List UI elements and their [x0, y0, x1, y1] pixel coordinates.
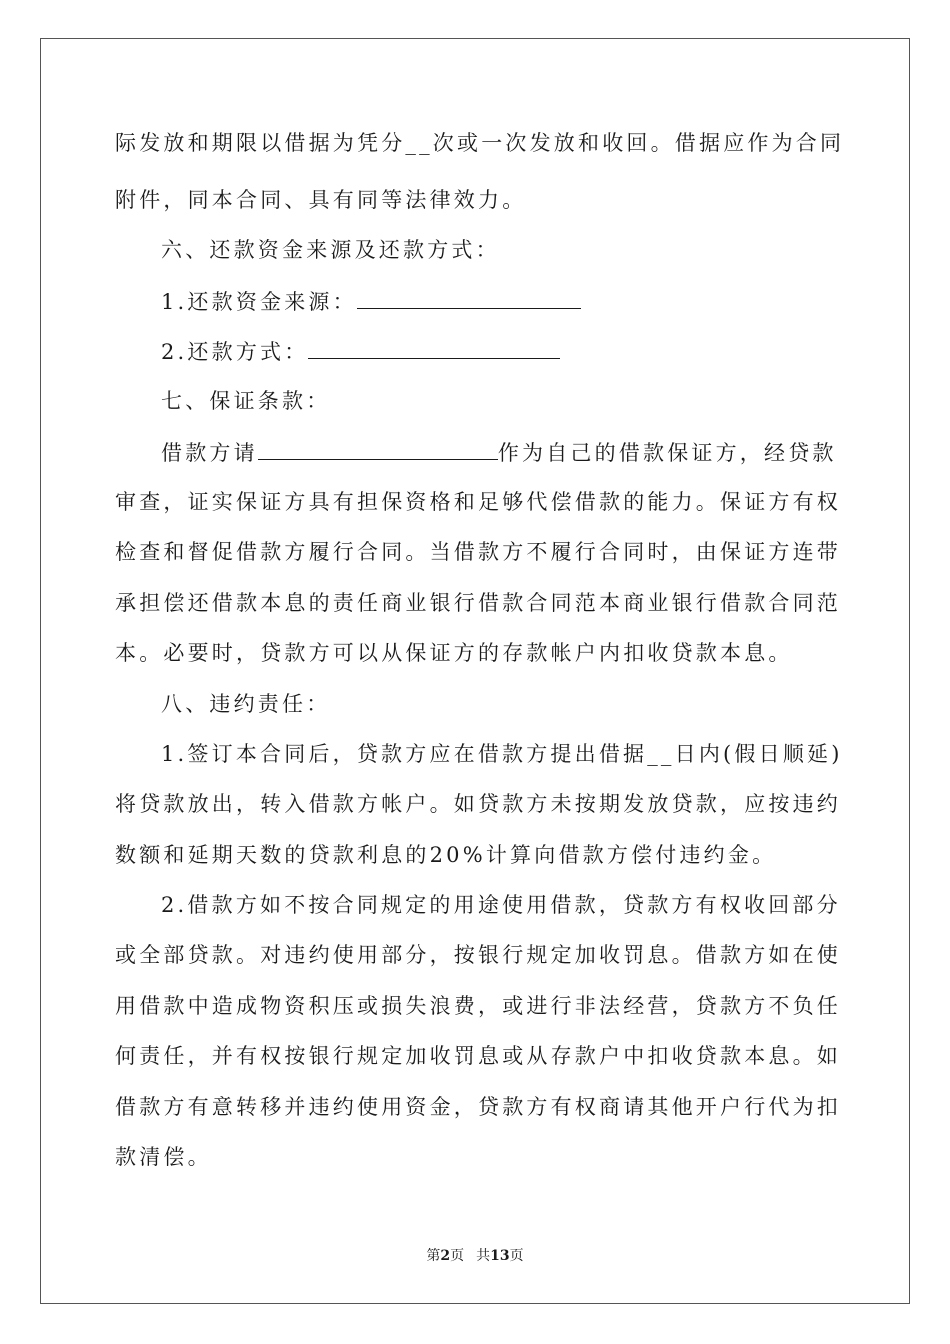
field-label: 2.还款方式： — [161, 340, 309, 364]
total-pages: 13 — [490, 1248, 510, 1264]
text-line: 款清偿。 — [115, 1145, 212, 1169]
form-field-line — [115, 286, 581, 316]
section-heading: 八、违约责任： — [161, 692, 331, 716]
page-indicator — [426, 1248, 464, 1264]
total-prefix: 共 — [476, 1248, 491, 1264]
fill-in-blank — [258, 437, 498, 460]
form-field-line — [115, 437, 837, 467]
section-heading: 六、还款资金来源及还款方式： — [161, 238, 500, 262]
page-prefix: 第 — [426, 1248, 441, 1264]
section-heading: 七、保证条款： — [161, 389, 331, 413]
text-line: 际发放和期限以借据为凭分__次或一次发放和收回。借据应作为合同 — [115, 131, 845, 155]
form-field-line — [115, 336, 560, 366]
text-line: 2.借款方如不按合同规定的用途使用借款，贷款方有权收回部分 — [161, 893, 841, 917]
text-line: 何责任，并有权按银行规定加收罚息或从存款户中扣收贷款本息。如 — [115, 1044, 841, 1068]
field-label: 1.还款资金来源： — [161, 290, 357, 314]
text-line: 审查，证实保证方具有担保资格和足够代偿借款的能力。保证方有权 — [115, 490, 841, 514]
field-label: 借款方请 — [161, 441, 258, 465]
text-line: 将贷款放出，转入借款方帐户。如贷款方未按期发放贷款，应按违约 — [115, 792, 841, 816]
text-line: 数额和延期天数的贷款利息的20%计算向借款方偿付违约金。 — [115, 843, 777, 867]
text-line: 附件，同本合同、具有同等法律效力。 — [115, 188, 527, 212]
text-line: 承担偿还借款本息的责任商业银行借款合同范本商业银行借款合同范 — [115, 591, 841, 615]
text-line: 或全部贷款。对违约使用部分，按银行规定加收罚息。借款方如在使 — [115, 943, 841, 967]
page-footer — [0, 1247, 950, 1265]
text-line: 用借款中造成物资积压或损失浪费，或进行非法经营，贷款方不负任 — [115, 994, 841, 1018]
fill-in-blank — [357, 286, 581, 309]
fill-in-blank — [308, 336, 560, 359]
text-line: 借款方有意转移并违约使用资金，贷款方有权商请其他开户行代为扣 — [115, 1095, 841, 1119]
page-suffix: 页 — [450, 1248, 465, 1264]
total-suffix: 页 — [509, 1248, 524, 1264]
page-number: 2 — [440, 1248, 451, 1264]
field-text: 作为自己的借款保证方，经贷款 — [497, 441, 837, 465]
text-line: 检查和督促借款方履行合同。当借款方不履行合同时，由保证方连带 — [115, 540, 841, 564]
total-pages-indicator — [476, 1248, 523, 1264]
text-line: 1.签订本合同后，贷款方应在借款方提出借据__日内(假日顺延) — [161, 742, 843, 766]
text-line: 本。必要时，贷款方可以从保证方的存款帐户内扣收贷款本息。 — [115, 641, 793, 665]
